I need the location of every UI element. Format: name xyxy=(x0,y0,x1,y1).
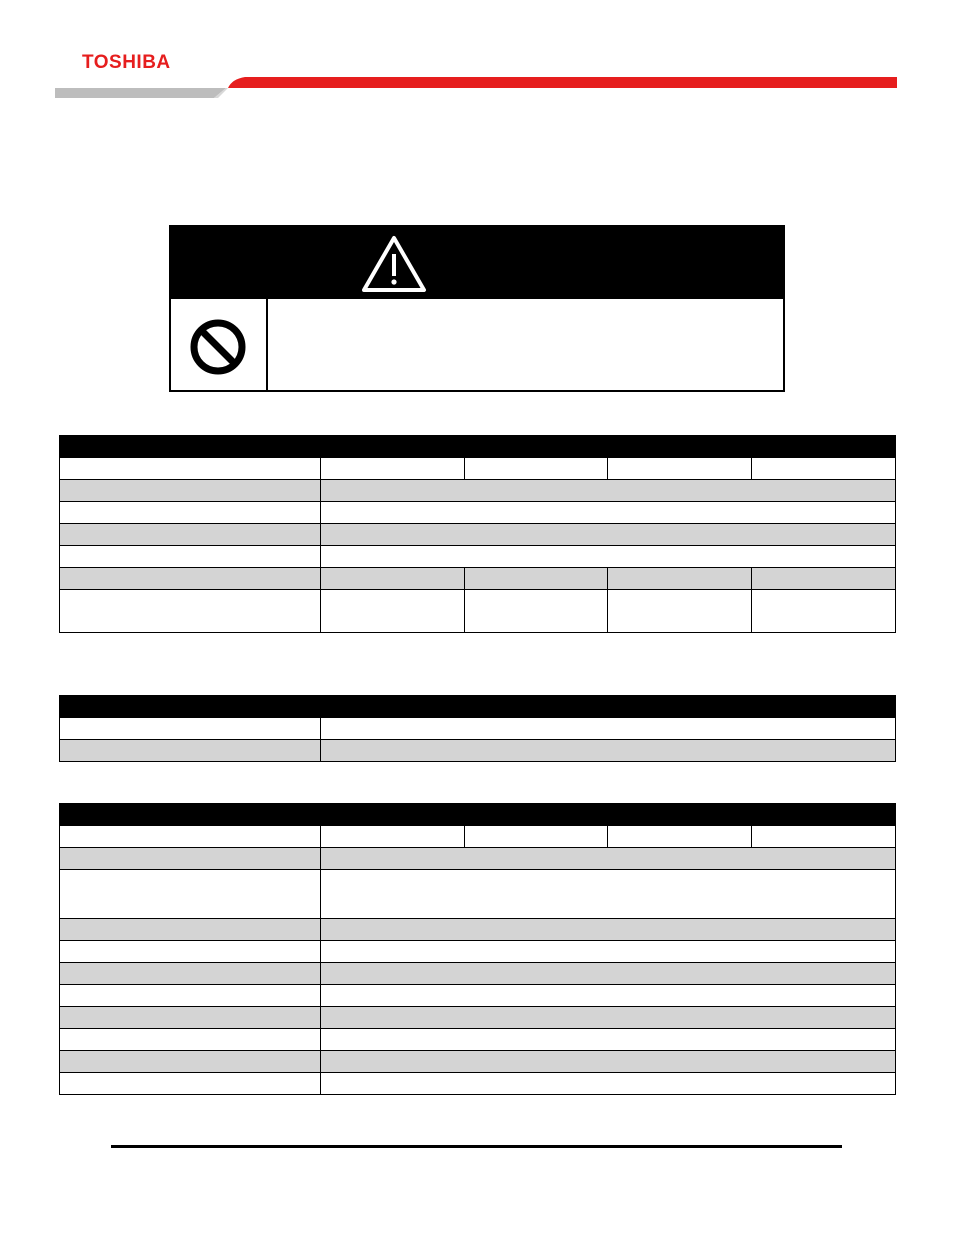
table-row xyxy=(60,1073,896,1095)
table-row xyxy=(60,1029,896,1051)
table-header-row xyxy=(60,436,896,458)
table-row xyxy=(60,848,896,870)
table-row xyxy=(60,590,896,633)
table-row xyxy=(60,826,896,848)
table-row xyxy=(60,963,896,985)
spec-table-2 xyxy=(59,695,896,762)
table-row xyxy=(60,568,896,590)
warning-box xyxy=(169,225,785,392)
table-row xyxy=(60,458,896,480)
table-row xyxy=(60,1007,896,1029)
table-row xyxy=(60,985,896,1007)
warning-header xyxy=(171,227,783,299)
prohibition-icon xyxy=(189,318,247,376)
table-row xyxy=(60,502,896,524)
toshiba-logo: TOSHIBA xyxy=(82,52,171,73)
footer-rule xyxy=(111,1145,842,1148)
table-row xyxy=(60,524,896,546)
table-header-row xyxy=(60,696,896,718)
table-row xyxy=(60,1051,896,1073)
spec-table-3 xyxy=(59,803,896,1095)
table-row xyxy=(60,870,896,919)
header-accent-bar xyxy=(0,0,954,100)
table-row xyxy=(60,740,896,762)
header-red-bar xyxy=(228,77,897,88)
table-row xyxy=(60,718,896,740)
table-row xyxy=(60,546,896,568)
table-row xyxy=(60,480,896,502)
table-header-row xyxy=(60,804,896,826)
spec-table-1 xyxy=(59,435,896,633)
table-row xyxy=(60,941,896,963)
warning-body xyxy=(171,299,783,390)
warning-icon-cell xyxy=(171,299,268,390)
warning-triangle-icon xyxy=(361,235,427,293)
header-gray-bar xyxy=(55,88,226,98)
table-row xyxy=(60,919,896,941)
